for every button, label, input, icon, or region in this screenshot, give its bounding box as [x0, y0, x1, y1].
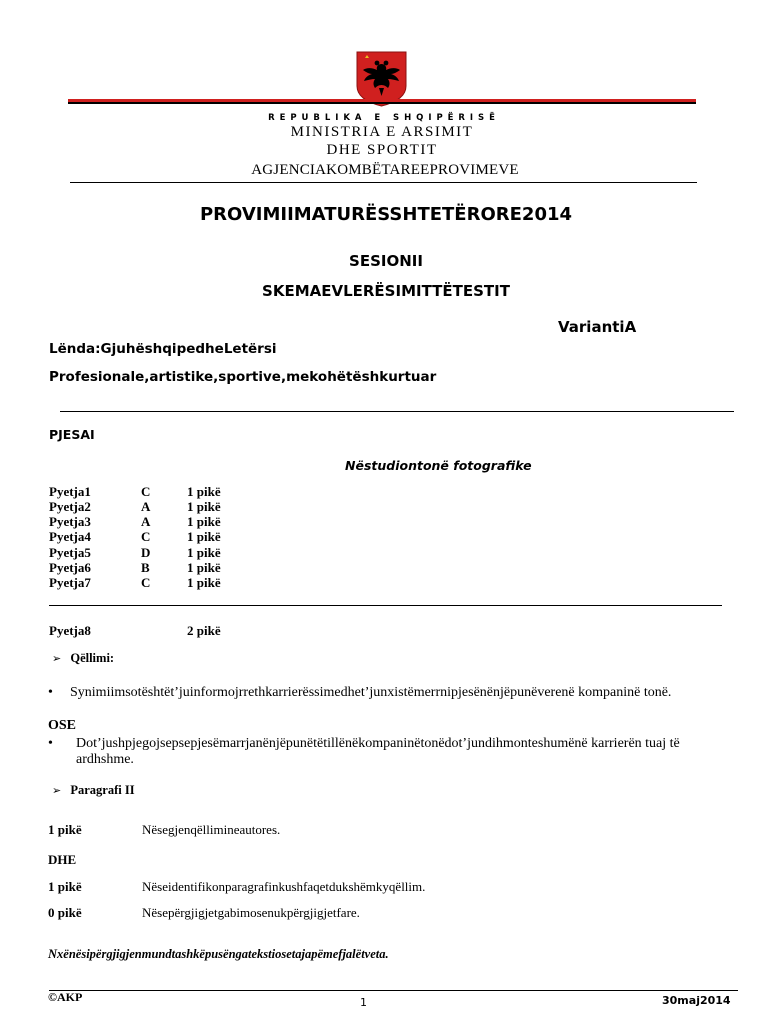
- question-label: Pyetja5: [49, 545, 91, 560]
- arrow-bullet-icon: ➢: [52, 784, 62, 797]
- title-divider: [60, 411, 734, 412]
- question-label: Pyetja3: [49, 514, 91, 529]
- question-label: Pyetja6: [49, 560, 91, 575]
- answer-points: 1 pikë: [187, 484, 221, 499]
- footer-date: 30maj2014: [662, 994, 731, 1007]
- question-label: Pyetja1: [49, 484, 91, 499]
- answer-points: 1 pikë: [187, 514, 221, 529]
- criterion-text: Nësegjenqëllimineautores.: [142, 822, 281, 837]
- aim-heading: [52, 651, 114, 666]
- answer-points: 1 pikë: [187, 560, 221, 575]
- paragraph-label: Paragrafi II: [70, 783, 135, 797]
- variant-label: VariantiA: [558, 318, 637, 336]
- agency-divider: [70, 182, 697, 183]
- question-label: Pyetja2: [49, 499, 91, 514]
- student-note: Nxënësipërgjigjenmundtashkëpusëngatekstiosetajapëmefjalëtveta.: [48, 947, 389, 961]
- answer-letter: A: [141, 499, 151, 514]
- republic-label: R E P U B L I K A E S H Q I P Ë R I S Ë: [268, 113, 496, 123]
- header-rule-black: [68, 102, 696, 104]
- answer-points: 1 pikë: [187, 575, 221, 590]
- and-label: DHE: [48, 852, 77, 867]
- criterion-text: Nëseidentifikonparagrafinkushfaqetdukshëmkyqëllim.: [142, 879, 426, 894]
- agency-name: AGJENCIAKOMBËTAREEPROVIMEVE: [251, 162, 519, 178]
- subject-line: Lënda:GjuhëshqipedheLetërsi: [49, 341, 277, 357]
- criterion-points: 1 pikë: [48, 822, 82, 837]
- criterion-points: 1 pikë: [48, 879, 82, 894]
- part1-heading: PJESAI: [49, 427, 95, 442]
- criterion-points: 0 pikë: [48, 905, 82, 920]
- q8-points: 2 pikë: [187, 623, 221, 638]
- footer-divider: [49, 990, 738, 991]
- scheme-title: SKEMAEVLERËSIMITTËTESTIT: [262, 282, 510, 300]
- answers-divider: [49, 605, 722, 606]
- bullet-icon: •: [48, 736, 53, 751]
- aim-option-1: [48, 685, 728, 701]
- answer-letter: A: [141, 514, 151, 529]
- answer-points: 1 pikë: [187, 499, 221, 514]
- answer-letter: C: [141, 575, 151, 590]
- bullet-icon: •: [48, 685, 53, 700]
- session-label: SESIONII: [349, 252, 423, 270]
- part1-subtitle: Nëstudiontonë fotografike: [345, 458, 532, 473]
- arrow-bullet-icon: ➢: [52, 652, 62, 665]
- ministry-line1: MINISTRIA E ARSIMIT: [290, 124, 474, 140]
- footer-page-number: 1: [360, 996, 367, 1009]
- answer-letter: B: [141, 560, 150, 575]
- answer-points: 1 pikë: [187, 545, 221, 560]
- footer-copyright: ©AKP: [48, 990, 83, 1004]
- answer-letter: C: [141, 529, 151, 544]
- question-label: Pyetja4: [49, 529, 91, 544]
- paragraph-heading: [52, 783, 135, 798]
- exam-title: PROVIMIIMATURËSSHTETËRORE2014: [199, 204, 573, 225]
- criterion-text: Nësepërgjigjetgabimosenukpërgjigjetfare.: [142, 905, 360, 920]
- question-label: Pyetja7: [49, 575, 91, 590]
- aim-option-2: [48, 736, 728, 768]
- or-label-1: OSE: [48, 718, 77, 733]
- aim-option-1-text: Synimiimsotështët’juinformojrrethkarrierëssimedhet’junxistëmerrnipjesënënjëpunëverenë kompaninë tonë.: [70, 685, 672, 700]
- aim-label: Qëllimi:: [70, 651, 115, 665]
- answer-letter: C: [141, 484, 151, 499]
- aim-option-2-text: Dot’jushpjegojsepsepjesëmarrjanënjëpunëtëtillënëkompaninëtonëdot’jundihmonteshumënë karrierën tuaj të ardhshme.: [76, 736, 680, 767]
- answer-points: 1 pikë: [187, 529, 221, 544]
- profile-line: Profesionale,artistike,sportive,mekohëtëshkurtuar: [49, 369, 437, 385]
- q8-label: Pyetja8: [49, 623, 91, 638]
- ministry-line2: DHE SPORTIT: [326, 142, 438, 158]
- answer-letter: D: [141, 545, 151, 560]
